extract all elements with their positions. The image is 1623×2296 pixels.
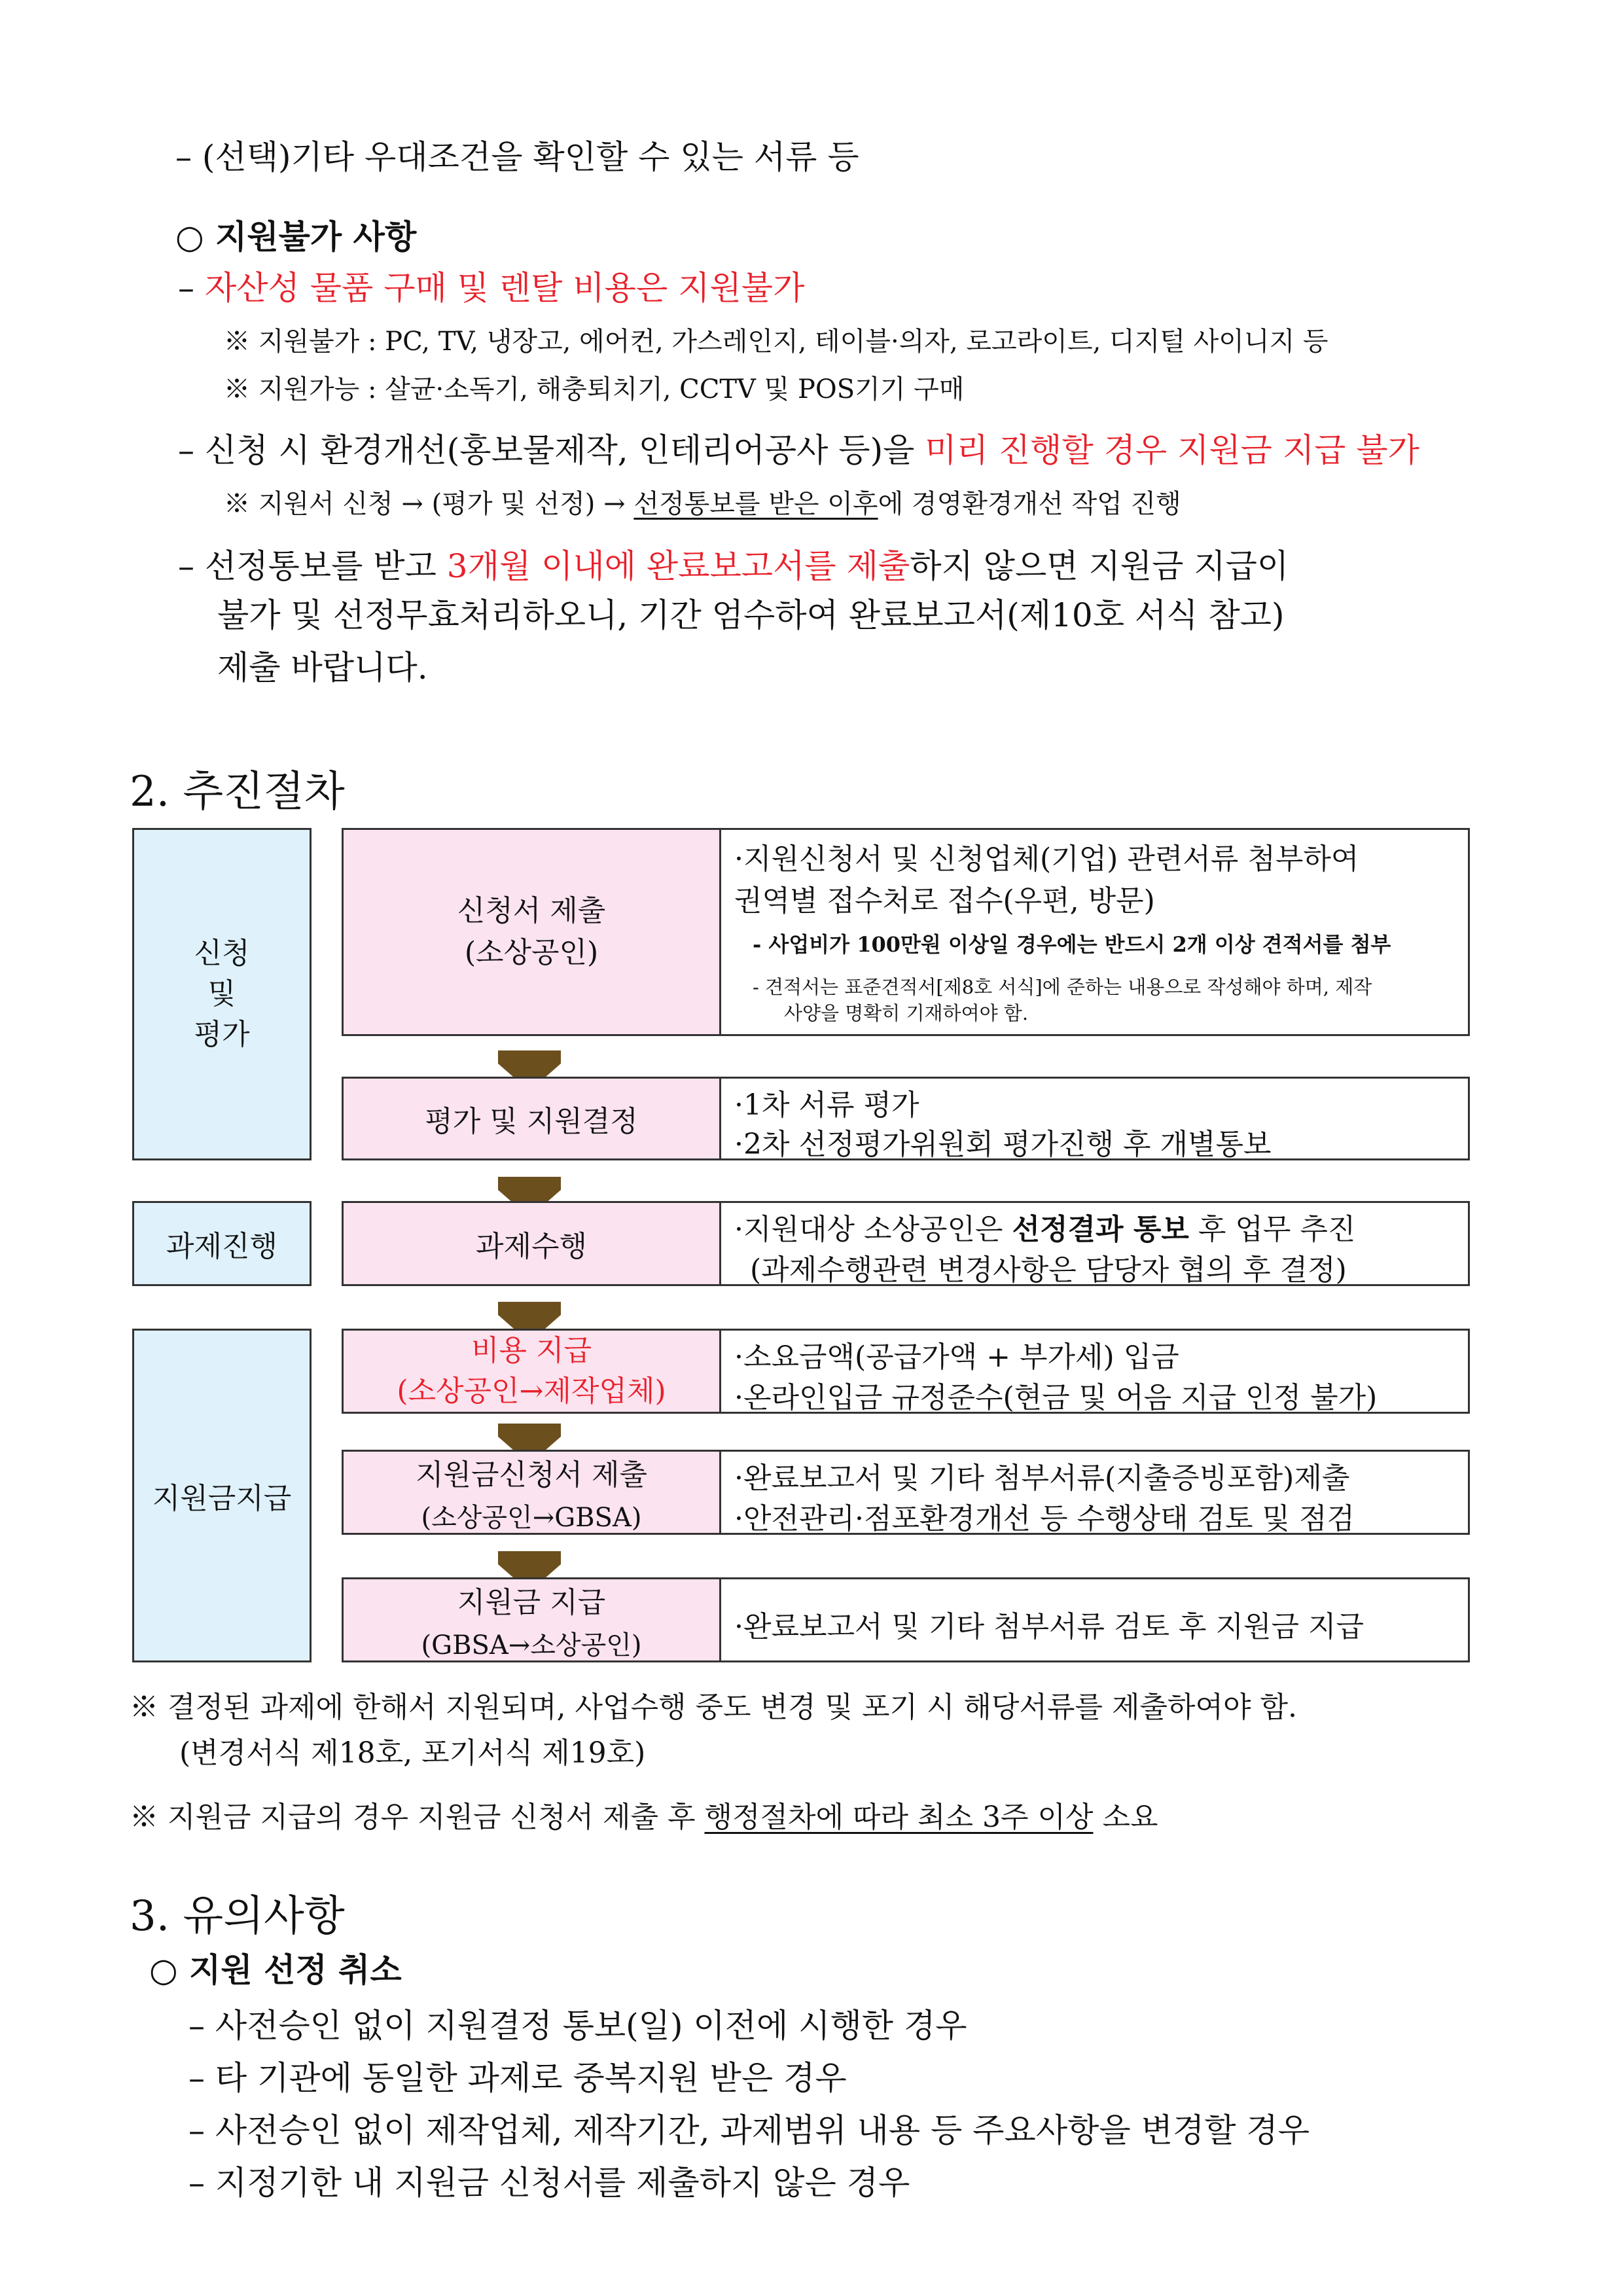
- eval-desc2: ·2차 선정평가위원회 평가진행 후 개별통보: [734, 1128, 1272, 1161]
- deadline-line2: 불가 및 선정무효처리하오니, 기간 엄수하여 완료보고서(제10호 서식 참고): [217, 596, 1285, 634]
- flow-underlined: 선정통보를 받은 이후: [633, 489, 878, 519]
- step-grant-pay-title: 지원금 지급: [457, 1585, 606, 1619]
- phase-payment: [132, 1329, 312, 1662]
- step-grant-request: [342, 1450, 721, 1535]
- deadline-red-text: 3개월 이내에 완료보고서를 제출: [446, 547, 910, 585]
- note-supported: ※ 지원가능 : 살균·소독기, 해충퇴치기, CCTV 및 POS기기 구매: [224, 374, 965, 404]
- cancel-item-2: – 타 기관에 동일한 과제로 중복지원 받은 경우: [188, 2059, 847, 2097]
- step-task: [342, 1201, 721, 1286]
- note2-underlined: 행정절차에 따라 최소 3주 이상: [704, 1801, 1094, 1834]
- flow-note: [224, 483, 1181, 520]
- note2-suffix: 소요: [1093, 1801, 1158, 1834]
- grantreq-desc1: ·완료보고서 및 기타 첨부서류(지출증빙포함)제출: [734, 1462, 1350, 1495]
- env-prefix: – 신청 시 환경개선(홍보물제작, 인테리어공사 등)을: [178, 431, 925, 469]
- submit-desc2: 권역별 접수처로 접수(우편, 방문): [734, 884, 1155, 918]
- task-desc1: [734, 1206, 1355, 1247]
- note2: [130, 1793, 1158, 1835]
- section3-sub: ○ 지원 선정 취소: [149, 1950, 402, 1989]
- step-cost: [342, 1329, 721, 1414]
- step-grant-pay: [342, 1577, 721, 1662]
- section3-title: 3. 유의사항: [130, 1892, 345, 1941]
- step-evaluate: [342, 1077, 721, 1160]
- step-cost-desc: [719, 1329, 1470, 1414]
- section2-title: 2. 추진절차: [130, 768, 345, 816]
- note-unsupported: ※ 지원불가 : PC, TV, 냉장고, 에어컨, 가스레인지, 테이블·의자, 로고라이트, 디지털 사이니지 등: [224, 327, 1329, 357]
- step-task-title: 과제수행: [475, 1230, 587, 1263]
- task-desc1-pre: ·지원대상 소상공인은: [734, 1213, 1012, 1246]
- step-grant-pay-sub: (GBSA→소상공인): [421, 1630, 642, 1660]
- phase-apply-line1: 신청: [194, 937, 250, 970]
- step-evaluate-desc: [719, 1077, 1470, 1160]
- phase-progress: [132, 1201, 312, 1286]
- deadline-prefix: – 선정통보를 받고: [178, 547, 447, 585]
- note2-prefix: ※ 지원금 지급의 경우 지원금 신청서 제출 후: [130, 1801, 705, 1834]
- note1-line1: ※ 결정된 과제에 한해서 지원되며, 사업수행 중도 변경 및 포기 시 해당서류를 제출하여야 함.: [130, 1691, 1297, 1724]
- cancel-item-4: – 지정기한 내 지원금 신청서를 제출하지 않은 경우: [188, 2164, 910, 2202]
- task-desc1-post: 후 업무 추진: [1188, 1213, 1356, 1246]
- phase-progress-label: 과제진행: [166, 1230, 277, 1263]
- step-submit-desc: [719, 828, 1470, 1036]
- cancel-item-1: – 사전승인 없이 지원결정 통보(일) 이전에 시행한 경우: [188, 2007, 967, 2045]
- env-line: [178, 424, 1419, 471]
- task-desc2: (과제수행관련 변경사항은 담당자 협의 후 결정): [750, 1253, 1347, 1287]
- submit-note1: - 사업비가 100만원 이상일 경우에는 반드시 2개 이상 견적서를 첨부: [753, 932, 1391, 957]
- eval-desc1: ·1차 서류 평가: [734, 1088, 919, 1122]
- step-cost-sub: (소상공인→제작업체): [397, 1374, 666, 1408]
- deadline-line1: [178, 540, 1289, 587]
- cost-desc1: ·소요금액(공급가액 + 부가세) 입금: [734, 1340, 1179, 1374]
- asset-red-text: 자산성 물품 구매 및 렌탈 비용은 지원불가: [204, 269, 805, 307]
- step-grant-request-desc: [719, 1450, 1470, 1535]
- step-submit-sub: (소상공인): [464, 936, 599, 969]
- step-submit-title: 신청서 제출: [457, 894, 606, 927]
- optional-docs-line: – (선택)기타 우대조건을 확인할 수 있는 서류 등: [175, 138, 859, 176]
- asset-line: [178, 262, 804, 309]
- phase-apply-line2: 및: [207, 977, 236, 1011]
- phase-apply-line3: 평가: [194, 1018, 250, 1051]
- note1-line2: (변경서식 제18호, 포기서식 제19호): [179, 1736, 646, 1770]
- step-task-desc: [719, 1201, 1470, 1286]
- submit-note2a: - 견적서는 표준견적서[제8호 서식]에 준하는 내용으로 작성해야 하며, 제작: [753, 976, 1372, 998]
- step-cost-title: 비용 지급: [471, 1334, 592, 1367]
- step-submit: [342, 828, 721, 1036]
- phase-apply-evaluate: [132, 828, 312, 1160]
- deadline-suffix: 하지 않으면 지원금 지급이: [910, 547, 1289, 585]
- submit-note2b: 사양을 명확히 기재하여야 함.: [784, 1002, 1029, 1024]
- flow-suffix: 에 경영환경개선 작업 진행: [878, 489, 1181, 519]
- submit-desc1: ·지원신청서 및 신청업체(기업) 관련서류 첨부하여: [734, 842, 1359, 876]
- step-evaluate-title: 평가 및 지원결정: [425, 1105, 638, 1138]
- env-red-text: 미리 진행할 경우 지원금 지급 불가: [925, 431, 1419, 469]
- flow-prefix: ※ 지원서 신청 → (평가 및 선정) →: [224, 489, 634, 519]
- asset-dash: –: [178, 269, 205, 307]
- step-grant-request-title: 지원금신청서 제출: [415, 1458, 648, 1492]
- task-desc1-bold: 선정결과 통보: [1012, 1213, 1189, 1246]
- cancel-item-3: – 사전승인 없이 제작업체, 제작기간, 과제범위 내용 등 주요사항을 변경할 경우: [188, 2111, 1310, 2149]
- grantpay-desc: ·완료보고서 및 기타 첨부서류 검토 후 지원금 지급: [734, 1610, 1364, 1643]
- deadline-line3: 제출 바랍니다.: [217, 649, 428, 687]
- phase-payment-label: 지원금지급: [152, 1482, 292, 1515]
- step-grant-request-sub: (소상공인→GBSA): [421, 1502, 642, 1533]
- unsupported-title: ○ 지원불가 사항: [175, 217, 417, 256]
- grantreq-desc2: ·안전관리·점포환경개선 등 수행상태 검토 및 점검: [734, 1502, 1355, 1535]
- step-grant-pay-desc: [719, 1577, 1470, 1662]
- cost-desc2: ·온라인입금 규정준수(현금 및 어음 지급 인정 불가): [734, 1381, 1378, 1414]
